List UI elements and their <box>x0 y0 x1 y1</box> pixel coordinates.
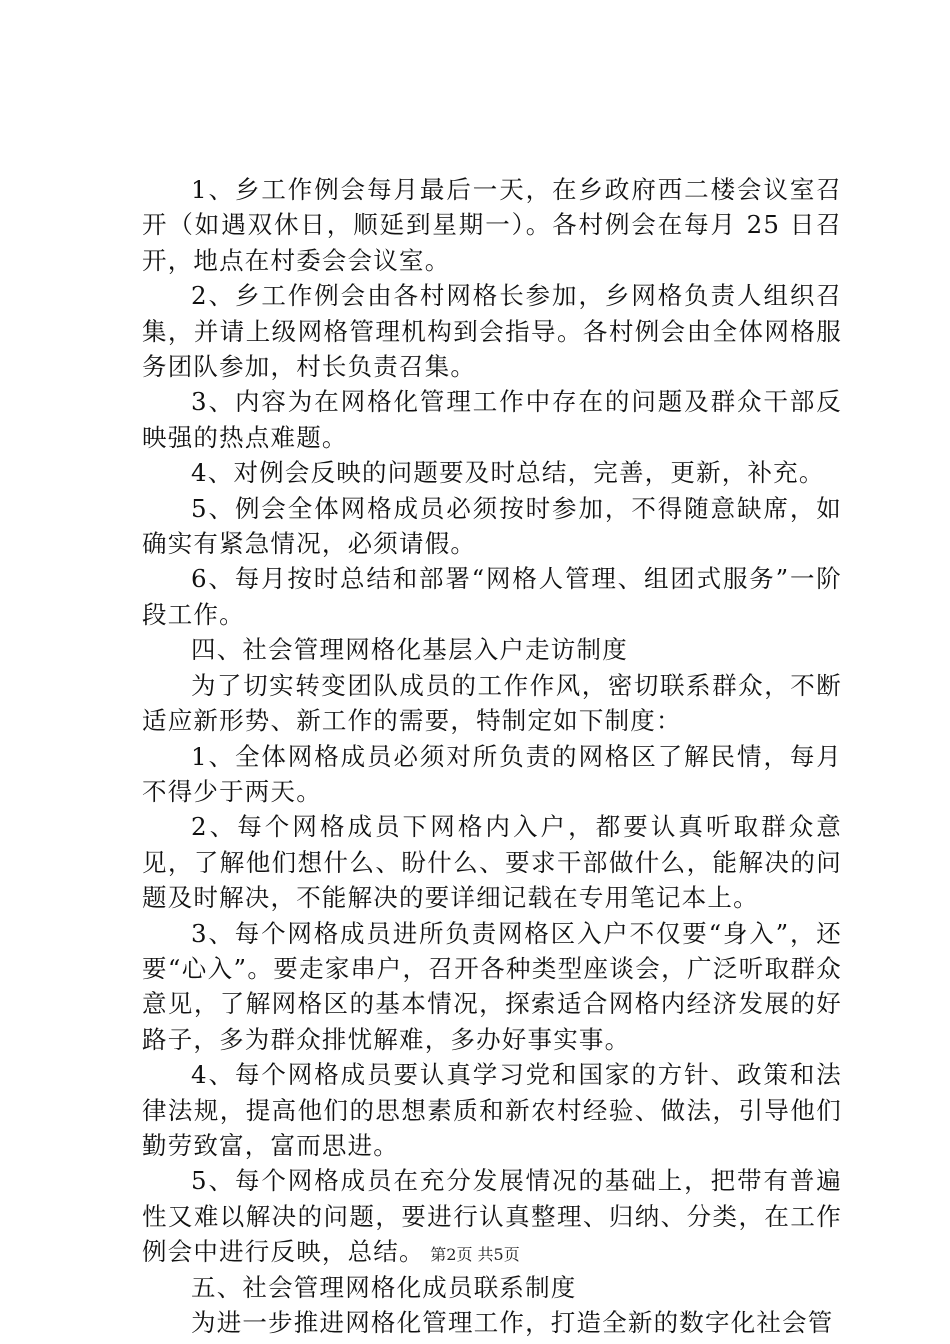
document-body <box>142 172 842 1340</box>
section-heading-4: 四、社会管理网格化基层入户走访制度 <box>191 635 628 665</box>
page-number-footer: 第2页 共5页 <box>430 1245 520 1264</box>
paragraph-3: 3、内容为在网格化管理工作中存在的问题及群众干部反映强的热点难题。 <box>142 387 842 452</box>
section-4-item-1: 1、全体网格成员必须对所负责的网格区了解民情，每月不得少于两天。 <box>142 741 842 806</box>
paragraph-5: 5、例会全体网格成员必须按时参加，不得随意缺席，如确实有紧急情况，必须请假。 <box>142 493 842 559</box>
paragraph-6: 6、每月按时总结和部署“网格人管理、组团式服务”一阶段工作。 <box>142 564 842 629</box>
section-4-item-2: 2、每个网格成员下网格内入户，都要认真听取群众意见，了解他们想什么、盼什么、要求干部做什么，能解决的问题及时解决，不能解决的要详细记载在专用笔记本上。 <box>142 812 842 913</box>
section-4-item-5: 5、每个网格成员在充分发展情况的基础上，把带有普遍性又难以解决的问题，要进行认真整理、归纳、分类，在工作例会中进行反映，总结。 <box>142 1166 842 1267</box>
paragraph-4: 4、对例会反映的问题要及时总结，完善，更新，补充。 <box>191 458 825 488</box>
paragraph-2: 2、乡工作例会由各村网格长参加，乡网格负责人组织召集，并请上级网格管理机构到会指导。各村例会由全体网格服务团队参加，村长负责召集。 <box>142 281 842 382</box>
section-4-item-3: 3、每个网格成员进所负责网格区入户不仅要“身入”，还要“心入”。要走家串户，召开各种类型座谈会，广泛听取群众意见，了解网格区的基本情况，探索适合网格内经济发展的好路子，多为群众排忧解难，多办好事实事。 <box>142 918 842 1054</box>
paragraph-1: 1、乡工作例会每月最后一天，在乡政府西二楼会议室召开（如遇双休日，顺延到星期一）。各村例会在每月 25 日召开，地点在村委会会议室。 <box>142 175 842 275</box>
section-4-intro: 为了切实转变团队成员的工作作风，密切联系群众，不断适应新形势、新工作的需要，特制定如下制度： <box>142 670 842 736</box>
section-heading-5: 五、社会管理网格化成员联系制度 <box>191 1272 577 1302</box>
section-4-item-4: 4、每个网格成员要认真学习党和国家的方针、政策和法律法规，提高他们的思想素质和新农村经验、做法，引导他们勤劳致富，富而思进。 <box>142 1060 842 1160</box>
section-5-intro: 为进一步推进网格化管理工作，打造全新的数字化社会管 <box>191 1308 834 1337</box>
